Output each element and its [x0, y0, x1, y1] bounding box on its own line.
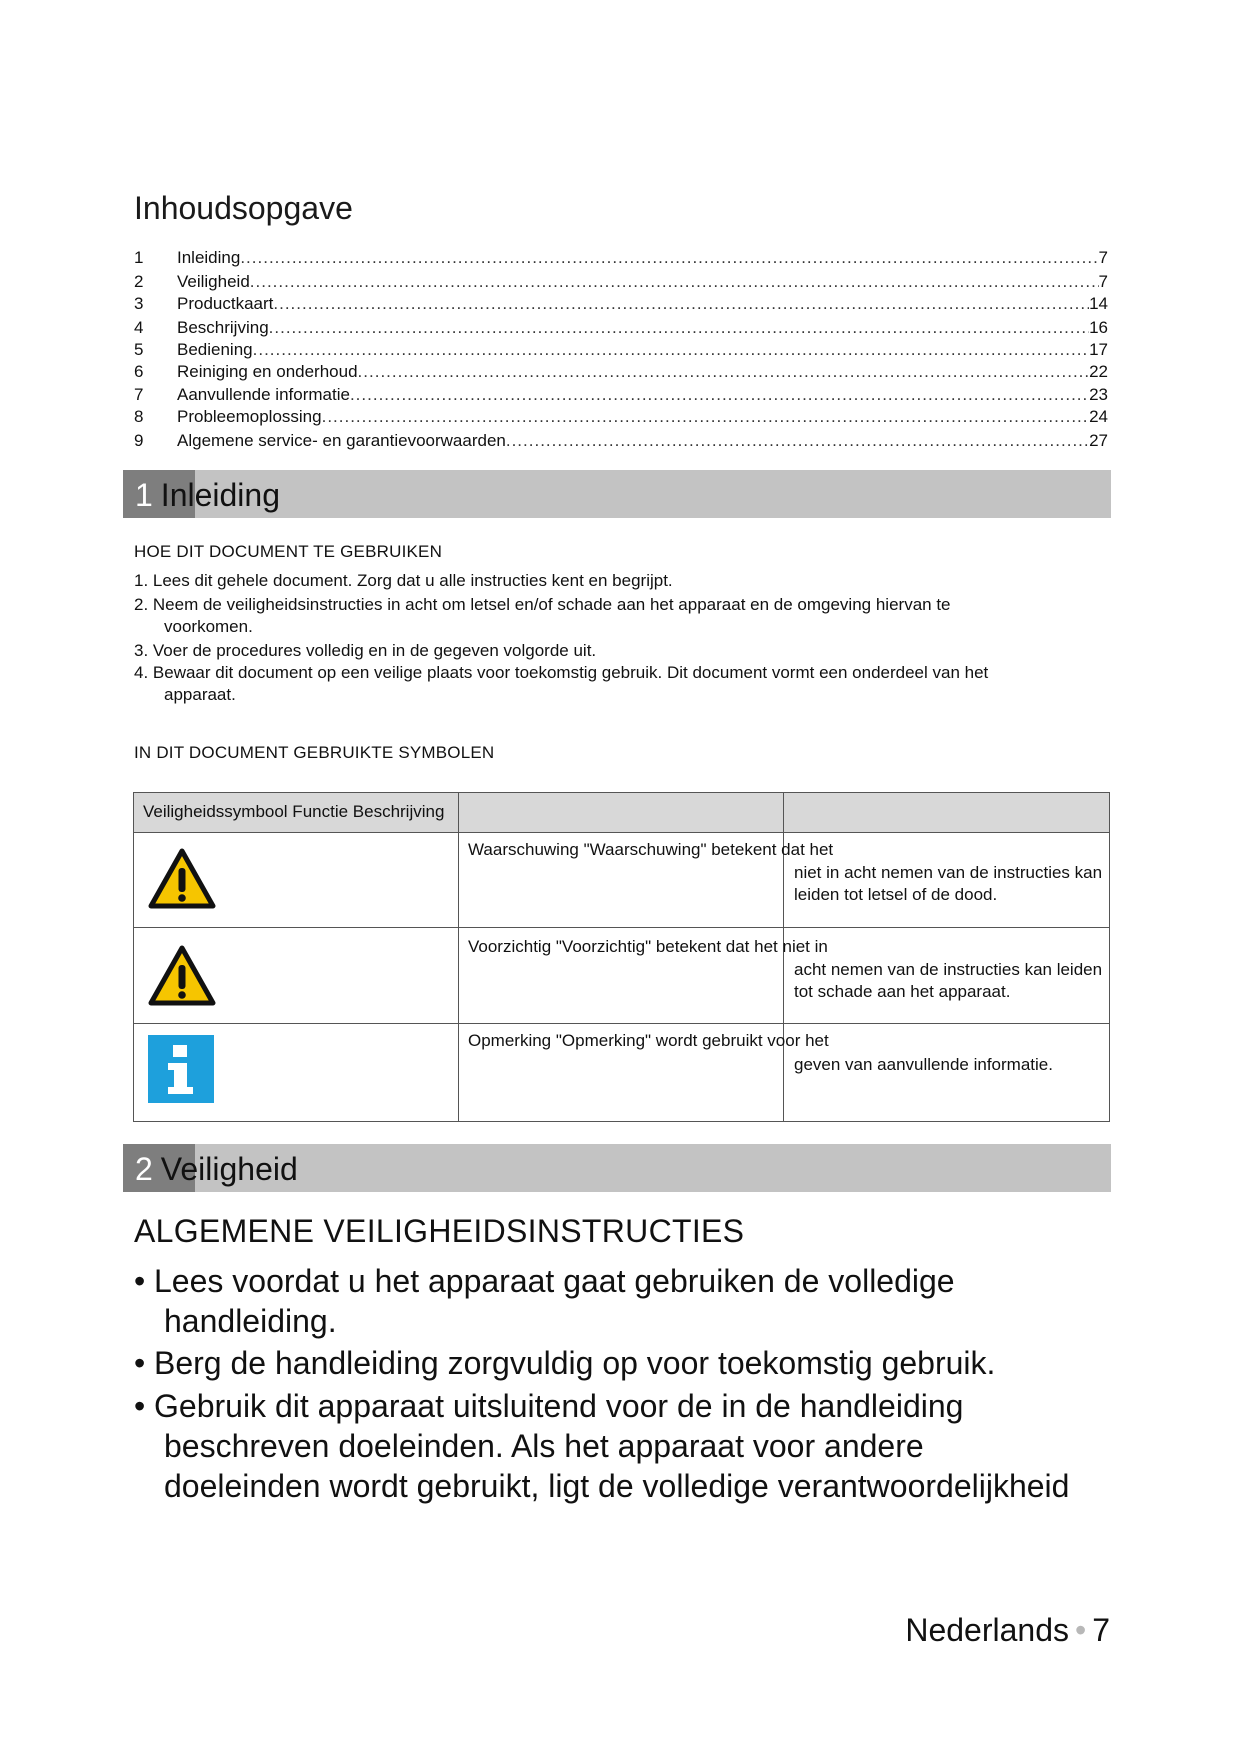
toc-entry[interactable]: [134, 247, 1108, 269]
table-divider: [458, 793, 459, 1121]
bullet-dot: •: [134, 1388, 146, 1424]
toc-leader-dots: [269, 317, 1089, 339]
toc-entry-page: 24: [1089, 407, 1108, 426]
symbol-term: Waarschuwing "Waarschuwing" betekent dat het: [468, 840, 834, 859]
toc-entry[interactable]: [134, 430, 1108, 452]
list-item: [134, 570, 1094, 592]
symbols-heading: IN DIT DOCUMENT GEBRUIKTE SYMBOLEN: [134, 743, 495, 762]
toc-entry-title: Productkaart: [177, 294, 274, 313]
symbol-description: geven van aanvullende informatie.: [794, 1055, 1053, 1074]
list-item-continuation: apparaat.: [164, 685, 236, 704]
toc-entry-number: 4: [134, 318, 144, 337]
toc-title: Inhoudsopgave: [134, 190, 353, 226]
toc-entry[interactable]: [134, 317, 1108, 339]
bullet-dot: •: [134, 1263, 146, 1299]
bullet-item: [134, 1386, 1114, 1506]
bullet-text-line: beschreven doeleinden. Als het apparaat voor andere: [164, 1428, 924, 1464]
toc-entry-title: Reiniging en onderhoud: [177, 362, 358, 381]
page-number: 7: [1092, 1612, 1110, 1648]
bullet-text-line: Lees voordat u het apparaat gaat gebruiken de volledige: [154, 1263, 955, 1299]
toc-entry-number: 6: [134, 362, 144, 381]
symbol-term: Voorzichtig "Voorzichtig" betekent dat het niet in: [468, 937, 828, 956]
toc-entry-number: 7: [134, 385, 144, 404]
list-item-text: 1. Lees dit gehele document. Zorg dat u alle instructies kent en begrijpt.: [134, 571, 673, 590]
toc-entry-page: 7: [1098, 248, 1108, 267]
toc-leader-dots: [253, 339, 1089, 361]
toc-entry-title: Inleiding: [177, 248, 241, 267]
bullet-text-line: Gebruik dit apparaat uitsluitend voor de in de handleiding: [154, 1388, 964, 1424]
toc-entry-number: 9: [134, 431, 144, 450]
toc-entry[interactable]: [134, 384, 1108, 406]
toc-leader-dots: [506, 430, 1089, 452]
toc-entry[interactable]: [134, 339, 1108, 361]
footer-language: Nederlands: [905, 1612, 1069, 1648]
section-2-header: [123, 1144, 1111, 1192]
toc-entry-number: 8: [134, 407, 144, 426]
list-item: [134, 662, 1094, 706]
toc-entry-page: 16: [1089, 318, 1108, 337]
warning-icon: [148, 848, 216, 915]
section-1-header: [123, 470, 1111, 518]
toc-entry[interactable]: [134, 293, 1108, 315]
section-1-title: Inleiding: [160, 477, 280, 513]
toc-leader-dots: [240, 247, 1098, 269]
toc-entry-page: 27: [1089, 431, 1108, 450]
toc-leader-dots: [250, 271, 1099, 293]
toc-entry-number: 3: [134, 294, 144, 313]
table-divider: [134, 1023, 1109, 1024]
bullet-text-line: handleiding.: [164, 1303, 337, 1339]
bullet-text-line: doeleinden wordt gebruikt, ligt de volledige verantwoordelijkheid: [164, 1468, 1070, 1504]
toc-entry-page: 23: [1089, 385, 1108, 404]
toc-entry[interactable]: [134, 361, 1108, 383]
table-header: [134, 793, 1109, 833]
list-item: [134, 640, 1094, 662]
toc-entry[interactable]: [134, 406, 1108, 428]
toc-leader-dots: [350, 384, 1089, 406]
bullet-text-line: Berg de handleiding zorgvuldig op voor toekomstig gebruik.: [154, 1345, 996, 1381]
bullet-item: [134, 1261, 1114, 1341]
list-item-text: 2. Neem de veiligheidsinstructies in acht om letsel en/of schade aan het apparaat en de omgeving hiervan te: [134, 595, 951, 614]
toc-entry-number: 1: [134, 248, 144, 267]
section-2-number: 2: [135, 1151, 153, 1187]
toc-entry-title: Algemene service- en garantievoorwaarden: [177, 431, 506, 450]
section-1-number: 1: [135, 477, 153, 513]
footer-separator: •: [1075, 1612, 1087, 1648]
list-item-continuation: voorkomen.: [164, 617, 253, 636]
toc-entry-page: 14: [1089, 294, 1108, 313]
toc-leader-dots: [358, 361, 1090, 383]
bullet-item: [134, 1343, 1114, 1383]
toc-leader-dots: [322, 406, 1089, 428]
toc-leader-dots: [273, 293, 1089, 315]
toc-entry-number: 5: [134, 340, 144, 359]
bullet-dot: •: [134, 1345, 146, 1381]
toc-entry[interactable]: [134, 271, 1108, 293]
symbols-table: [133, 792, 1110, 1122]
toc-entry-number: 2: [134, 272, 144, 291]
toc-entry-page: 22: [1089, 362, 1108, 381]
toc-entry-page: 7: [1098, 272, 1108, 291]
toc-entry-title: Aanvullende informatie: [177, 385, 350, 404]
toc-entry-title: Veiligheid: [177, 272, 250, 291]
symbol-description: acht nemen van de instructies kan leiden tot schade aan het apparaat.: [794, 960, 1103, 1001]
list-item-text: 4. Bewaar dit document op een veilige plaats voor toekomstig gebruik. Dit document vormt een onderdeel van het: [134, 663, 989, 682]
list-item: [134, 594, 1094, 638]
table-header-text: Veiligheidssymbool Functie Beschrijving: [143, 802, 445, 821]
toc-entry-title: Bediening: [177, 340, 253, 359]
list-item-text: 3. Voer de procedures volledig en in de gegeven volgorde uit.: [134, 641, 597, 660]
toc-entry-page: 17: [1089, 340, 1108, 359]
table-divider: [134, 927, 1109, 928]
toc-entry-title: Probleemoplossing: [177, 407, 322, 426]
page-footer: [905, 1612, 1110, 1649]
caution-icon: [148, 945, 216, 1012]
section-2-title: Veiligheid: [160, 1151, 298, 1187]
safety-heading: ALGEMENE VEILIGHEIDSINSTRUCTIES: [134, 1213, 745, 1249]
info-icon: [148, 1035, 214, 1108]
symbol-term: Opmerking "Opmerking" wordt gebruikt voor het: [468, 1031, 829, 1050]
toc-entry-title: Beschrijving: [177, 318, 269, 337]
symbol-description: niet in acht nemen van de instructies kan leiden tot letsel of de dood.: [794, 863, 1103, 904]
howto-heading: HOE DIT DOCUMENT TE GEBRUIKEN: [134, 542, 443, 561]
